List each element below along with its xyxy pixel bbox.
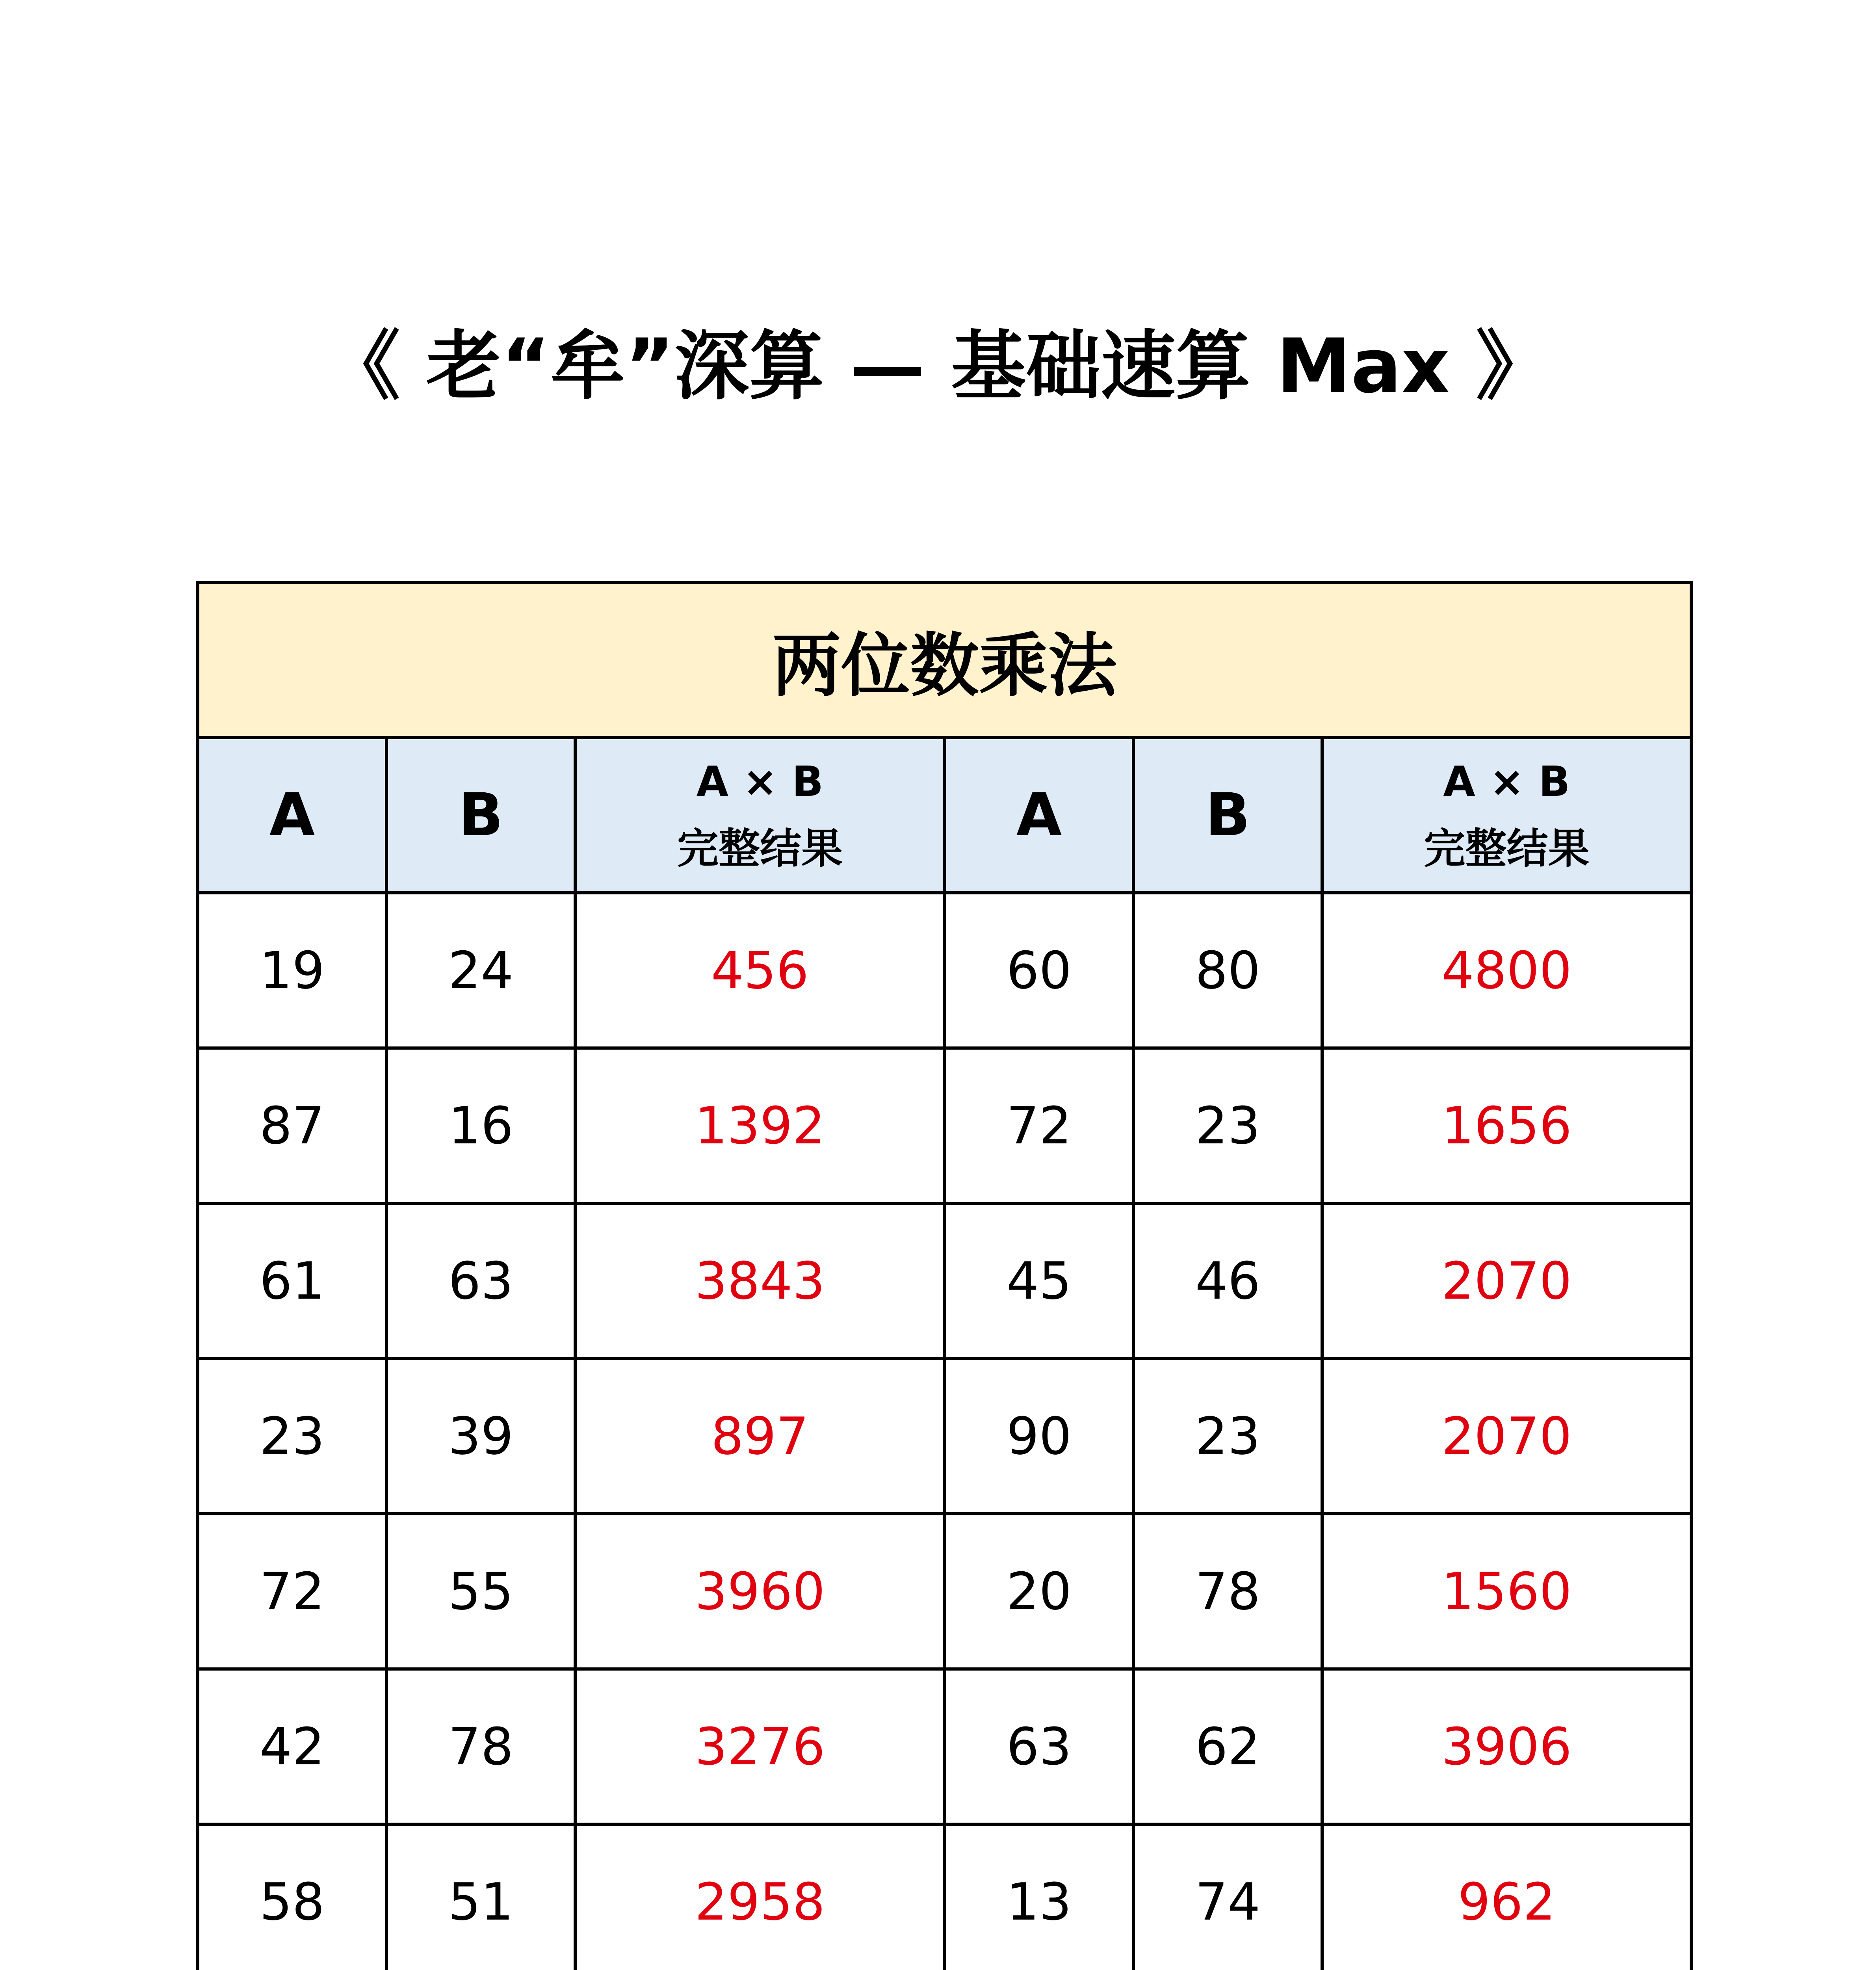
table-title-row xyxy=(198,582,1691,738)
cell-a-2: 13 xyxy=(945,1824,1133,1970)
table-row xyxy=(198,1514,1691,1669)
cell-result: 3276 xyxy=(575,1669,945,1824)
cell-b-2: 78 xyxy=(1133,1514,1322,1669)
column-header-product xyxy=(575,738,945,893)
page-title: 《 老“牟”深算 — 基础速算 Max 》 xyxy=(325,323,1551,410)
cell-result: 2958 xyxy=(575,1824,945,1970)
cell-result: 456 xyxy=(575,893,945,1048)
cell-a: 23 xyxy=(198,1359,386,1514)
multiplication-table xyxy=(196,581,1693,1970)
table-row xyxy=(198,893,1691,1048)
cell-a-2: 60 xyxy=(945,893,1133,1048)
column-header-product-2-line2: 完整结果 xyxy=(1424,825,1590,873)
cell-a: 61 xyxy=(198,1203,386,1359)
cell-result-2: 3906 xyxy=(1322,1669,1691,1824)
cell-a-2: 20 xyxy=(945,1514,1133,1669)
cell-result-2: 2070 xyxy=(1322,1203,1691,1359)
cell-a-2: 45 xyxy=(945,1203,1133,1359)
column-header-b-2: B xyxy=(1133,738,1322,893)
cell-b-2: 80 xyxy=(1133,893,1322,1048)
cell-result: 3960 xyxy=(575,1514,945,1669)
column-header-product-line1: A × B xyxy=(696,758,824,806)
table-title: 两位数乘法 xyxy=(198,582,1691,738)
cell-b: 24 xyxy=(386,893,575,1048)
column-header-product-2-line1: A × B xyxy=(1443,758,1570,806)
cell-a-2: 90 xyxy=(945,1359,1133,1514)
column-header-product-line2: 完整结果 xyxy=(677,825,843,873)
table-row xyxy=(198,1824,1691,1970)
cell-b-2: 74 xyxy=(1133,1824,1322,1970)
cell-a: 87 xyxy=(198,1048,386,1203)
cell-result-2: 1656 xyxy=(1322,1048,1691,1203)
cell-result-2: 4800 xyxy=(1322,893,1691,1048)
cell-a: 42 xyxy=(198,1669,386,1824)
cell-b: 55 xyxy=(386,1514,575,1669)
column-header-b: B xyxy=(386,738,575,893)
cell-b-2: 23 xyxy=(1133,1048,1322,1203)
column-header-a: A xyxy=(198,738,386,893)
cell-result: 3843 xyxy=(575,1203,945,1359)
cell-b: 51 xyxy=(386,1824,575,1970)
cell-a: 58 xyxy=(198,1824,386,1970)
table-header-row xyxy=(198,738,1691,893)
cell-b: 16 xyxy=(386,1048,575,1203)
cell-result: 1392 xyxy=(575,1048,945,1203)
column-header-product-2 xyxy=(1322,738,1691,893)
cell-b-2: 23 xyxy=(1133,1359,1322,1514)
table-row xyxy=(198,1048,1691,1203)
cell-b-2: 62 xyxy=(1133,1669,1322,1824)
cell-a-2: 63 xyxy=(945,1669,1133,1824)
column-header-a-2: A xyxy=(945,738,1133,893)
table-row xyxy=(198,1359,1691,1514)
cell-b-2: 46 xyxy=(1133,1203,1322,1359)
cell-result-2: 2070 xyxy=(1322,1359,1691,1514)
table-row xyxy=(198,1203,1691,1359)
table-row xyxy=(198,1669,1691,1824)
cell-a: 72 xyxy=(198,1514,386,1669)
cell-b: 78 xyxy=(386,1669,575,1824)
cell-a-2: 72 xyxy=(945,1048,1133,1203)
cell-b: 39 xyxy=(386,1359,575,1514)
cell-result-2: 1560 xyxy=(1322,1514,1691,1669)
cell-result: 897 xyxy=(575,1359,945,1514)
cell-a: 19 xyxy=(198,893,386,1048)
cell-result-2: 962 xyxy=(1322,1824,1691,1970)
cell-b: 63 xyxy=(386,1203,575,1359)
